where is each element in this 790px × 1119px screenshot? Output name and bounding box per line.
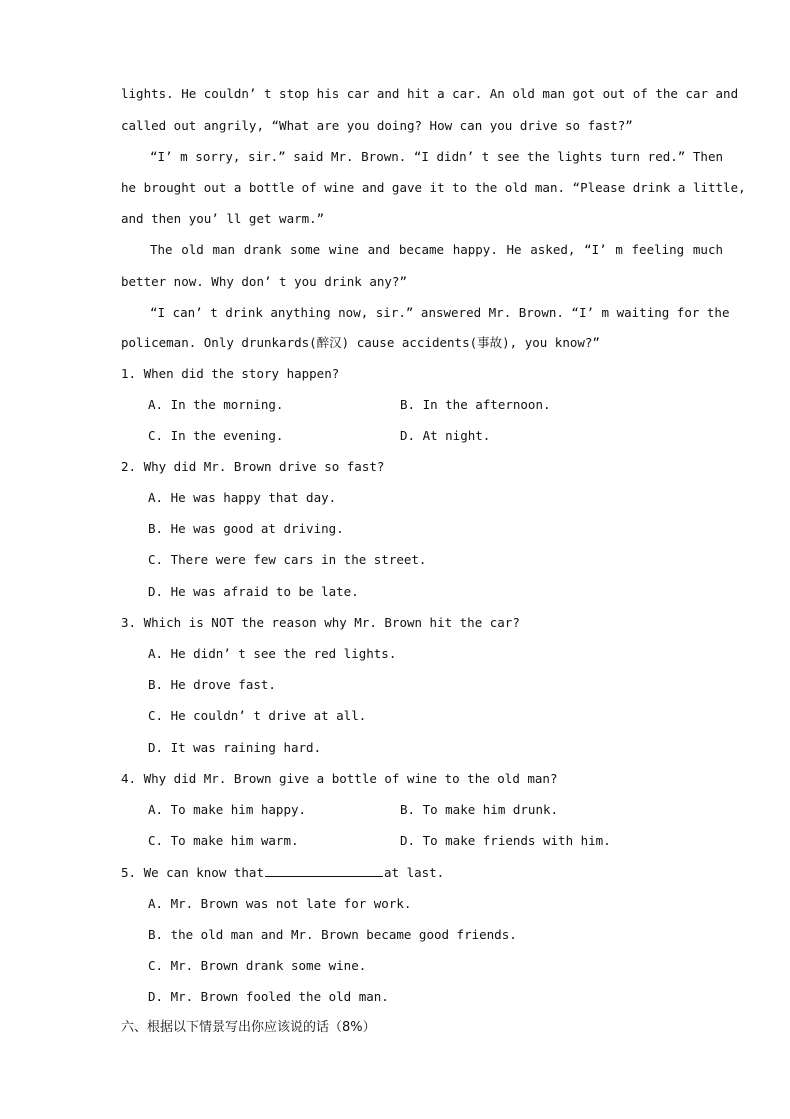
passage-line: “I’ m sorry, sir.” said Mr. Brown. “I didn’ t see the lights turn red.” Then [150,149,723,164]
question-option: D. Mr. Brown fooled the old man. [148,989,389,1004]
question-option: A. To make him happy. [148,802,307,817]
question-option: C. Mr. Brown drank some wine. [148,958,367,973]
answer-blank[interactable] [265,864,383,877]
passage-line: policeman. Only drunkards(醉汉) cause accidents(事故), you know?” [121,335,600,350]
question-option: B. He drove fast. [148,677,276,692]
question-stem-suffix: at last. [384,865,445,880]
question-option: C. To make him warm. [148,833,299,848]
question-stem: 3. Which is NOT the reason why Mr. Brown hit the car? [121,615,520,630]
question-option: B. the old man and Mr. Brown became good friends. [148,927,517,942]
passage-line: lights. He couldn’ t stop his car and hit a car. An old man got out of the car and [121,86,739,101]
question-option: D. He was afraid to be late. [148,584,359,599]
question-option: A. He didn’ t see the red lights. [148,646,397,661]
passage-line: better now. Why don’ t you drink any?” [121,274,407,289]
section-heading: 六、根据以下情景写出你应该说的话（8%） [121,1020,376,1035]
question-stem [121,864,723,881]
question-option: D. To make friends with him. [400,833,611,848]
question-stem: 1. When did the story happen? [121,366,340,381]
question-option: A. He was happy that day. [148,490,337,505]
question-option: B. In the afternoon. [400,397,551,412]
question-option: C. There were few cars in the street. [148,552,427,567]
passage-line: “I can’ t drink anything now, sir.” answered Mr. Brown. “I’ m waiting for the [150,305,730,320]
passage-line: he brought out a bottle of wine and gave it to the old man. “Please drink a little, [121,180,746,195]
passage-line: and then you’ ll get warm.” [121,211,325,226]
question-option: A. In the morning. [148,397,284,412]
passage-line: called out angrily, “What are you doing? How can you drive so fast?” [121,118,633,133]
question-option: D. It was raining hard. [148,740,322,755]
question-option: C. He couldn’ t drive at all. [148,708,367,723]
question-stem: 4. Why did Mr. Brown give a bottle of wine to the old man? [121,771,558,786]
passage-line: The old man drank some wine and became happy. He asked, “I’ m feeling much [150,242,723,257]
question-stem-prefix: 5. We can know that [121,865,264,880]
question-option: C. In the evening. [148,428,284,443]
question-option: B. He was good at driving. [148,521,344,536]
question-option: D. At night. [400,428,491,443]
question-option: A. Mr. Brown was not late for work. [148,896,412,911]
question-option: B. To make him drunk. [400,802,559,817]
question-stem: 2. Why did Mr. Brown drive so fast? [121,459,385,474]
